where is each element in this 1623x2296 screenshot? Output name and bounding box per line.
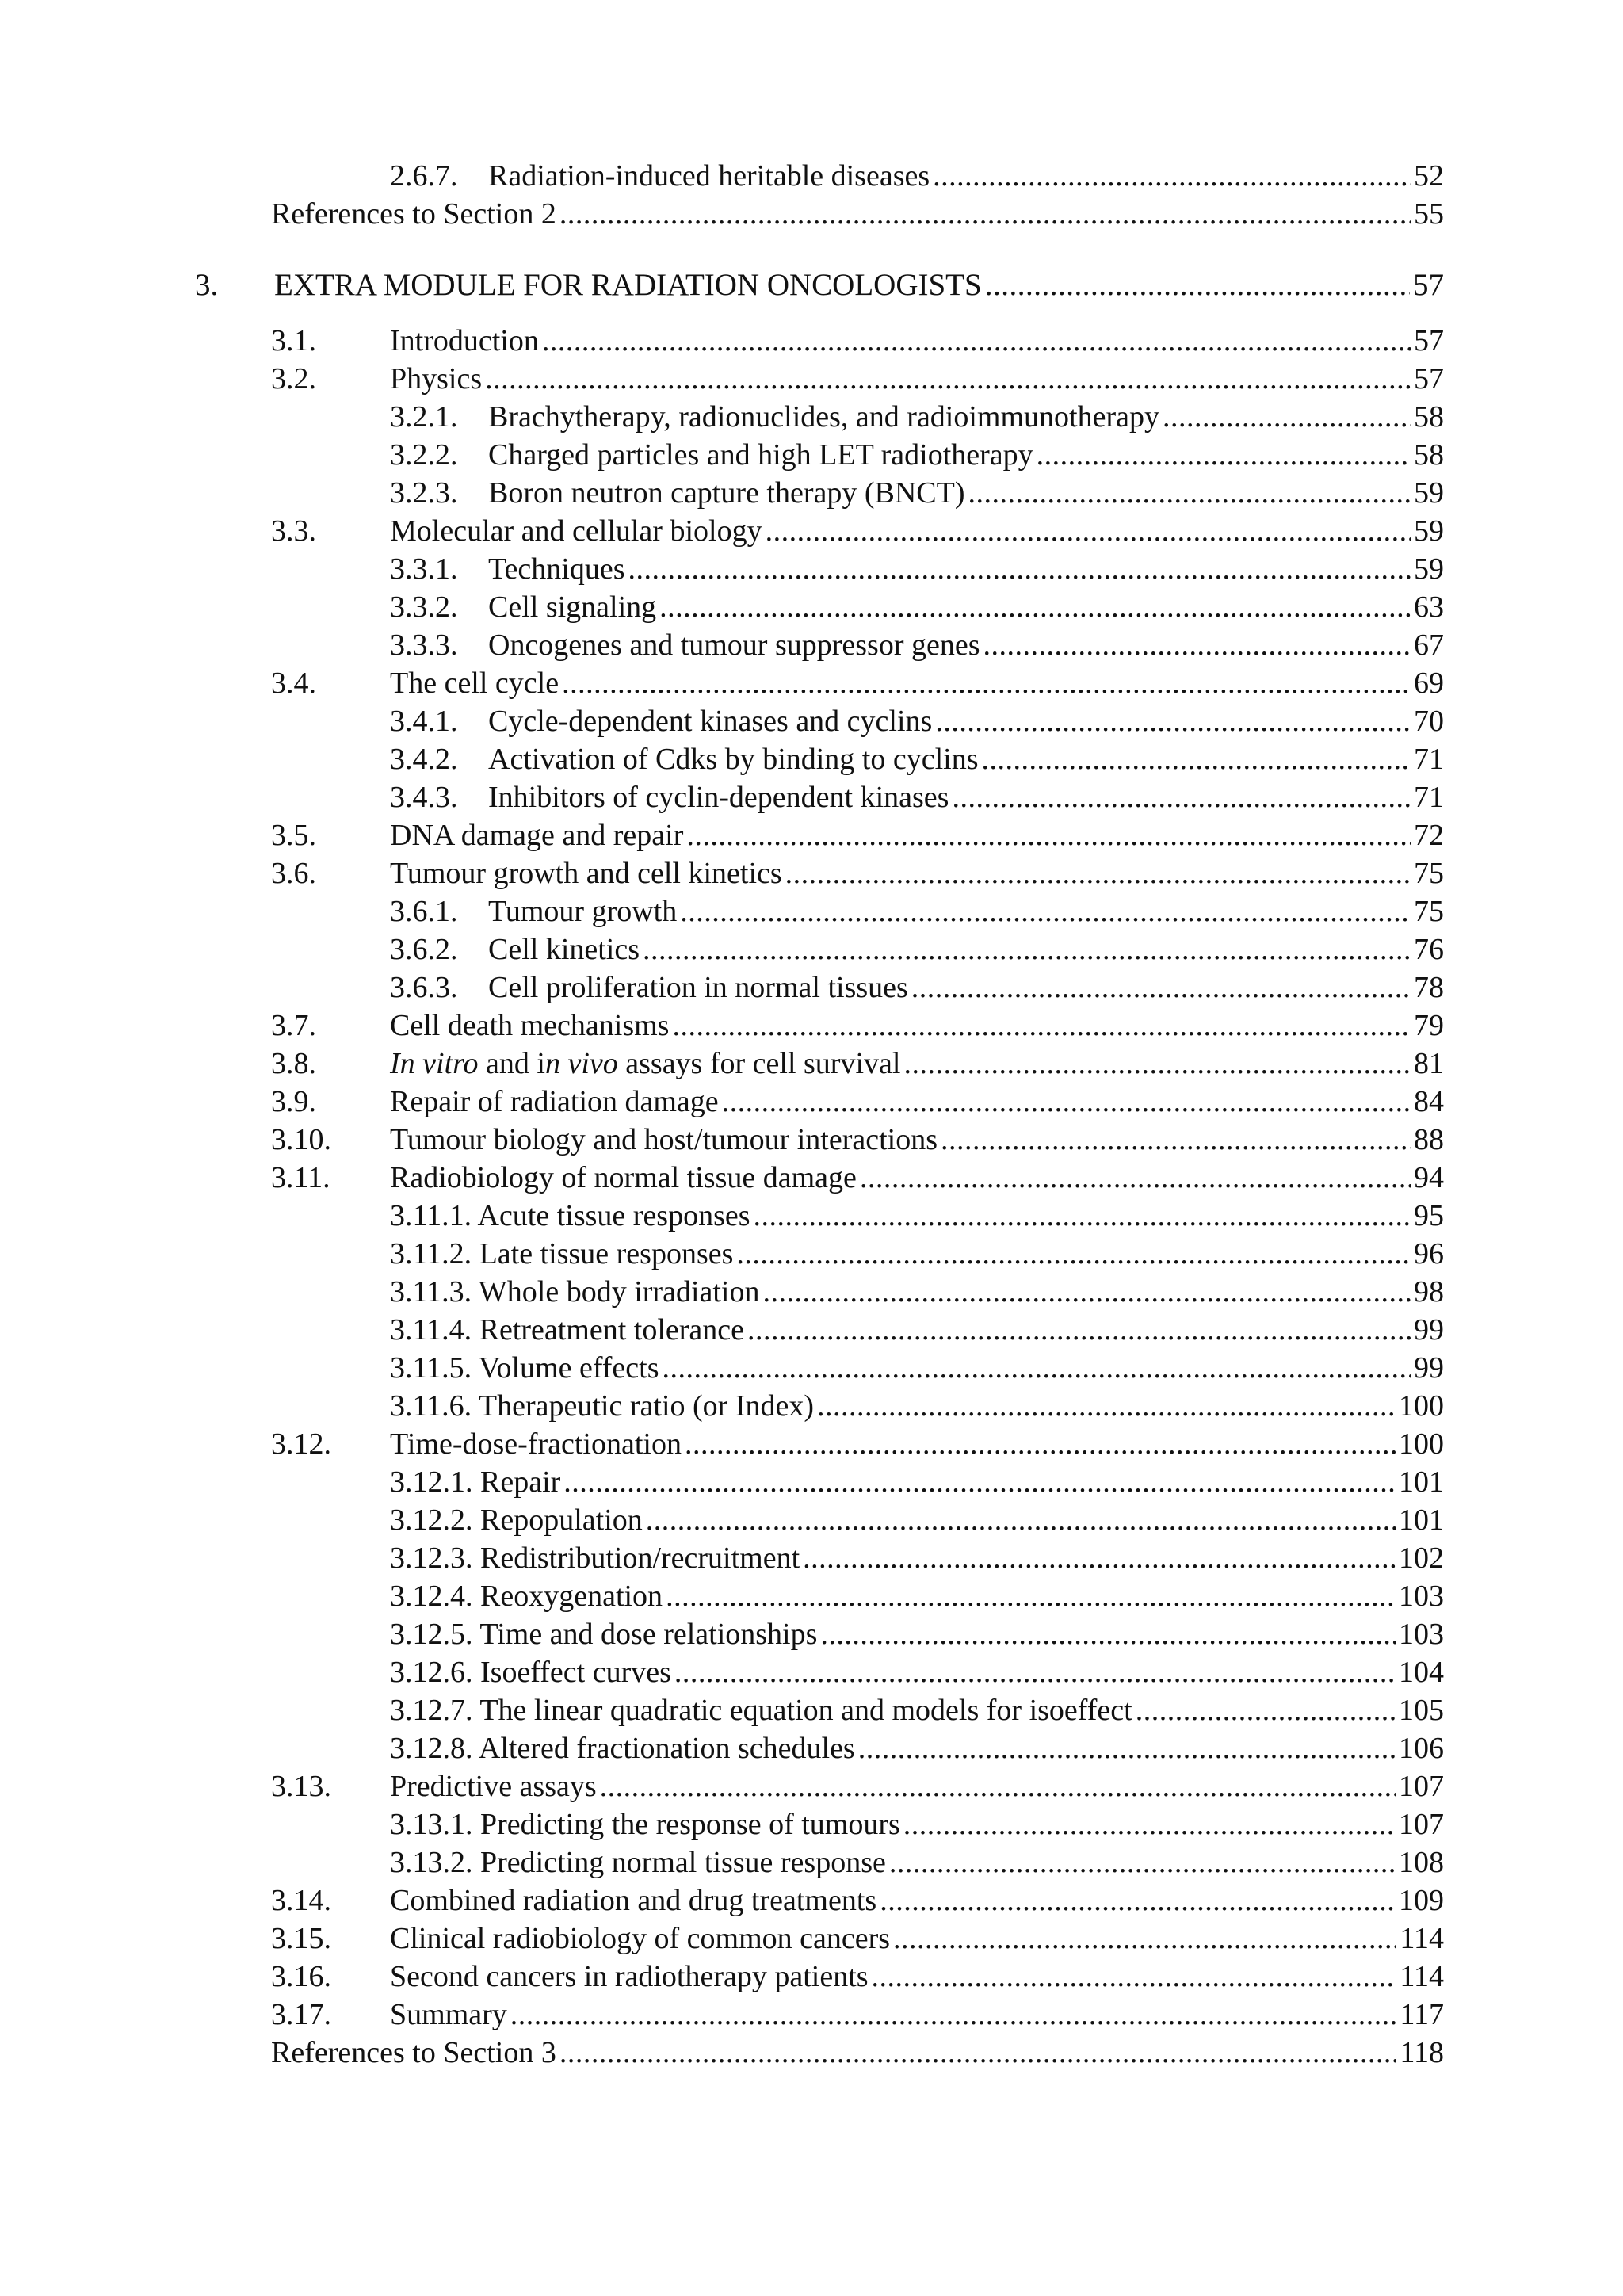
toc-entry-number: 3.11.2. (390, 1237, 472, 1270)
dot-leader (747, 1311, 1411, 1349)
dot-leader (893, 1920, 1396, 1958)
toc-entry[interactable] (390, 1463, 1444, 1501)
toc-entry-number: 2.6.7. (390, 159, 458, 193)
toc-entry[interactable] (390, 398, 1444, 436)
toc-entry-page-number: 105 (1396, 1691, 1444, 1729)
toc-entry-title: 3.11.4. Retreatment tolerance (390, 1311, 747, 1349)
dot-leader (674, 1653, 1396, 1691)
dot-leader (985, 266, 1410, 304)
dot-leader (628, 550, 1411, 588)
toc-entry[interactable] (390, 1387, 1444, 1425)
toc-entry-page-number: 57 (1411, 360, 1444, 398)
dot-leader (685, 1425, 1396, 1463)
toc-entry[interactable] (271, 1767, 1444, 1805)
toc-entry-number: 3.2.3. (390, 476, 458, 510)
toc-entry[interactable] (390, 702, 1444, 740)
toc-entry[interactable] (390, 1349, 1444, 1387)
toc-entry-title: Summary (390, 1996, 510, 2034)
toc-entry-title: 3.11.5. Volume effects (390, 1349, 663, 1387)
toc-entry-page-number: 67 (1411, 626, 1444, 664)
toc-entry-title: Techniques (488, 550, 628, 588)
toc-entry-page-number: 106 (1396, 1729, 1444, 1767)
toc-entry-title: 3.12.2. Repopulation (390, 1501, 646, 1539)
toc-entry-title: Time-dose-fractionation (390, 1425, 685, 1463)
toc-entry-number: 3.4.3. (390, 781, 458, 814)
toc-entry-page-number: 118 (1396, 2034, 1444, 2072)
dot-leader (880, 1881, 1396, 1920)
toc-entry-page-number: 59 (1411, 550, 1444, 588)
toc-entry-number: 3.12. (271, 1427, 331, 1461)
toc-entry-page-number: 96 (1411, 1235, 1444, 1273)
toc-entry-title: Charged particles and high LET radiotherapy (488, 436, 1037, 474)
toc-entry-page-number: 95 (1411, 1197, 1444, 1235)
toc-entry[interactable] (271, 1121, 1444, 1159)
toc-entry[interactable] (390, 1843, 1444, 1881)
toc-entry[interactable] (271, 2034, 1444, 2072)
dot-leader (722, 1083, 1411, 1121)
toc-entry[interactable] (390, 1197, 1444, 1235)
toc-entry-title: 3.13.1. Predicting the response of tumours (390, 1805, 903, 1843)
dot-leader (983, 626, 1411, 664)
toc-entry-page-number: 98 (1411, 1273, 1444, 1311)
dot-leader (762, 1273, 1411, 1311)
toc-entry-number: 3.3.1. (390, 552, 458, 586)
toc-entry[interactable] (271, 816, 1444, 854)
toc-entry-title: Introduction (390, 322, 542, 360)
toc-entry-number: 3.5. (271, 819, 316, 852)
dot-leader (563, 1463, 1396, 1501)
toc-entry-title: 3.12.3. Redistribution/recruitment (390, 1539, 803, 1577)
dot-leader (982, 740, 1411, 778)
dot-leader (659, 588, 1411, 626)
dot-leader (903, 1045, 1411, 1083)
toc-entry[interactable] (271, 1007, 1444, 1045)
toc-entry-number: 3.11. (271, 1161, 330, 1194)
dot-leader (562, 664, 1411, 702)
toc-entry-title: Cell death mechanisms (390, 1007, 672, 1045)
toc-entry-page-number: 109 (1396, 1881, 1444, 1920)
toc-entry-page-number: 76 (1411, 930, 1444, 968)
toc-entry[interactable] (271, 1958, 1444, 1996)
toc-entry-number: 3.13.1. (390, 1808, 473, 1841)
toc-entry-page-number: 75 (1411, 854, 1444, 892)
dot-leader (933, 157, 1411, 195)
toc-entry-page-number: 79 (1411, 1007, 1444, 1045)
toc-entry-page-number: 101 (1396, 1501, 1444, 1539)
toc-entry-number: 3.14. (271, 1884, 331, 1917)
toc-entry[interactable] (390, 968, 1444, 1007)
toc-entry-number: 3. (195, 268, 219, 302)
toc-entry[interactable] (271, 195, 1444, 233)
toc-entry-title: References to Section 3 (271, 2034, 559, 2072)
dot-leader (968, 474, 1411, 512)
toc-entry-number: 3.3.2. (390, 590, 458, 624)
toc-entry-title: Boron neutron capture therapy (BNCT) (488, 474, 968, 512)
toc-entry[interactable] (195, 266, 1444, 304)
dot-leader (820, 1615, 1396, 1653)
toc-entry[interactable] (390, 550, 1444, 588)
toc-entry-page-number: 71 (1411, 778, 1444, 816)
toc-entry-number: 3.12.3. (390, 1541, 473, 1575)
toc-entry-number: 3.13.2. (390, 1846, 473, 1879)
toc-entry-page-number: 72 (1411, 816, 1444, 854)
toc-entry-number: 3.11.1. (390, 1199, 472, 1232)
dot-leader (935, 702, 1411, 740)
dot-leader (889, 1843, 1396, 1881)
toc-entry-number: 3.12.1. (390, 1465, 473, 1499)
toc-entry-title: 3.11.6. Therapeutic ratio (or Index) (390, 1387, 817, 1425)
toc-entry-number: 3.9. (271, 1085, 316, 1118)
toc-entry[interactable] (271, 1425, 1444, 1463)
toc-entry-page-number: 58 (1411, 398, 1444, 436)
toc-entry-page-number: 75 (1411, 892, 1444, 930)
toc-entry-page-number: 84 (1411, 1083, 1444, 1121)
toc-entry-title: Tumour biology and host/tumour interactions (390, 1121, 941, 1159)
toc-entry[interactable] (390, 1273, 1444, 1311)
toc-entry-title: Activation of Cdks by binding to cyclins (488, 740, 982, 778)
toc-entry-number: 3.16. (271, 1960, 331, 1993)
toc-entry[interactable] (390, 626, 1444, 664)
dot-leader (941, 1121, 1411, 1159)
toc-entry-number: 3.4. (271, 667, 316, 700)
toc-entry-title: Cell signaling (488, 588, 659, 626)
toc-entry-number: 3.10. (271, 1123, 331, 1156)
toc-entry[interactable] (390, 1235, 1444, 1273)
toc-entry-number: 3.2.2. (390, 438, 458, 472)
dot-leader (559, 195, 1411, 233)
toc-entry-title: 3.13.2. Predicting normal tissue response (390, 1843, 889, 1881)
dot-leader (1037, 436, 1411, 474)
toc-entry-page-number: 94 (1411, 1159, 1444, 1197)
toc-entry-title: EXTRA MODULE FOR RADIATION ONCOLOGISTS (274, 266, 985, 304)
toc-entry-title: Radiobiology of normal tissue damage (390, 1159, 860, 1197)
toc-entry-number: 3.1. (271, 324, 316, 357)
toc-entry-title: Molecular and cellular biology (390, 512, 766, 550)
toc-entry[interactable] (390, 474, 1444, 512)
toc-entry[interactable] (390, 1577, 1444, 1615)
toc-entry-title: Repair of radiation damage (390, 1083, 722, 1121)
toc-entry-page-number: 81 (1411, 1045, 1444, 1083)
toc-entry-title: 3.11.3. Whole body irradiation (390, 1273, 762, 1311)
toc-entry-page-number: 117 (1396, 1996, 1444, 2034)
toc-entry-title: Radiation-induced heritable diseases (488, 157, 933, 195)
toc-entry-number: 3.15. (271, 1922, 331, 1955)
toc-entry-title: Physics (390, 360, 485, 398)
toc-entry-title: DNA damage and repair (390, 816, 686, 854)
toc-entry-page-number: 55 (1411, 195, 1444, 233)
dot-leader (559, 2034, 1397, 2072)
dot-leader (663, 1349, 1411, 1387)
toc-entry-number: 3.12.6. (390, 1656, 473, 1689)
toc-entry-page-number: 103 (1396, 1577, 1444, 1615)
dot-leader (952, 778, 1411, 816)
toc-entry[interactable] (271, 854, 1444, 892)
toc-entry-title: 3.12.6. Isoeffect curves (390, 1653, 674, 1691)
toc-entry[interactable] (390, 588, 1444, 626)
toc-entry-number: 3.17. (271, 1998, 331, 2031)
toc-entry-number: 3.11.3. (390, 1275, 472, 1308)
toc-entry-number: 3.3. (271, 514, 316, 548)
toc-entry-number: 3.12.8. (390, 1732, 473, 1765)
toc-entry[interactable] (390, 1311, 1444, 1349)
toc-entry-number: 3.11.4. (390, 1313, 472, 1347)
toc-entry-title: 3.12.4. Reoxygenation (390, 1577, 666, 1615)
toc-entry-number: 3.3.3. (390, 628, 458, 662)
toc-entry-page-number: 114 (1396, 1920, 1444, 1958)
toc-entry-title: Predictive assays (390, 1767, 600, 1805)
dot-leader (666, 1577, 1396, 1615)
toc-entry-page-number: 59 (1411, 474, 1444, 512)
toc-entry[interactable] (390, 1539, 1444, 1577)
toc-entry-page-number: 107 (1396, 1767, 1444, 1805)
toc-entry[interactable] (390, 1805, 1444, 1843)
toc-entry[interactable] (271, 512, 1444, 550)
toc-entry-page-number: 102 (1396, 1539, 1444, 1577)
toc-entry-page-number: 99 (1411, 1311, 1444, 1349)
toc-entry-page-number: 69 (1411, 664, 1444, 702)
toc-entry-title: Tumour growth (488, 892, 680, 930)
toc-entry-title: The cell cycle (390, 664, 562, 702)
toc-entry-number: 3.6.3. (390, 971, 458, 1004)
dot-leader (485, 360, 1411, 398)
toc-entry-title: Tumour growth and cell kinetics (390, 854, 785, 892)
toc-entry-number: 3.12.2. (390, 1503, 473, 1537)
dot-leader (646, 1501, 1396, 1539)
toc-entry-page-number: 108 (1396, 1843, 1444, 1881)
toc-entry[interactable] (271, 1920, 1444, 1958)
toc-entry[interactable] (271, 1881, 1444, 1920)
toc-entry-title: Cycle-dependent kinases and cyclins (488, 702, 935, 740)
toc-entry[interactable] (271, 1159, 1444, 1197)
toc-entry[interactable] (390, 778, 1444, 816)
toc-entry-page-number: 100 (1396, 1425, 1444, 1463)
toc-entry-title: References to Section 2 (271, 195, 559, 233)
toc-entry-page-number: 71 (1411, 740, 1444, 778)
toc-entry[interactable] (390, 1691, 1444, 1729)
toc-entry[interactable] (271, 1996, 1444, 2034)
dot-leader (858, 1729, 1396, 1767)
toc-entry-page-number: 104 (1396, 1653, 1444, 1691)
toc-entry[interactable] (390, 157, 1444, 195)
toc-entry-title: Oncogenes and tumour suppressor genes (488, 626, 983, 664)
toc-entry-page-number: 99 (1411, 1349, 1444, 1387)
dot-leader (766, 512, 1411, 550)
toc-entry-title: 3.11.1. Acute tissue responses (390, 1197, 754, 1235)
toc-entry-title: Brachytherapy, radionuclides, and radioimmunotherapy (488, 398, 1163, 436)
toc-entry-title: In vitro and in vivo assays for cell survival (390, 1045, 903, 1083)
toc-entry-title: Cell proliferation in normal tissues (488, 968, 911, 1007)
toc-entry[interactable] (390, 930, 1444, 968)
toc-entry-number: 3.4.1. (390, 705, 458, 738)
toc-entry-page-number: 100 (1396, 1387, 1444, 1425)
toc-entry-title: 3.12.5. Time and dose relationships (390, 1615, 820, 1653)
dot-leader (680, 892, 1411, 930)
toc-entry[interactable] (390, 436, 1444, 474)
toc-entry[interactable] (390, 1501, 1444, 1539)
toc-entry[interactable] (271, 664, 1444, 702)
dot-leader (510, 1996, 1397, 2034)
dot-leader (542, 322, 1411, 360)
dot-leader (817, 1387, 1396, 1425)
toc-entry-page-number: 57 (1411, 322, 1444, 360)
toc-entry[interactable] (390, 1729, 1444, 1767)
toc-entry-title: Inhibitors of cyclin-dependent kinases (488, 778, 952, 816)
toc-entry-page-number: 107 (1396, 1805, 1444, 1843)
toc-entry-page-number: 59 (1411, 512, 1444, 550)
dot-leader (1136, 1691, 1396, 1729)
toc-entry-number: 3.2. (271, 362, 316, 395)
toc-entry-title: 3.11.2. Late tissue responses (390, 1235, 736, 1273)
dot-leader (754, 1197, 1411, 1235)
toc-entry[interactable] (390, 1653, 1444, 1691)
toc-entry-title: Combined radiation and drug treatments (390, 1881, 880, 1920)
dot-leader (1163, 398, 1411, 436)
toc-entry-number: 3.2.1. (390, 400, 458, 434)
toc-entry[interactable] (271, 1083, 1444, 1121)
toc-entry-number: 3.11.6. (390, 1389, 472, 1423)
toc-entry-page-number: 103 (1396, 1615, 1444, 1653)
toc-entry-number: 3.6.1. (390, 895, 458, 928)
toc-entry-title: Clinical radiobiology of common cancers (390, 1920, 893, 1958)
toc-entry-number: 3.6.2. (390, 933, 458, 966)
toc-entry-number: 3.4.2. (390, 743, 458, 776)
dot-leader (600, 1767, 1396, 1805)
toc-entry-title: Cell kinetics (488, 930, 643, 968)
toc-entry[interactable] (390, 892, 1444, 930)
dot-leader (803, 1539, 1396, 1577)
toc-entry-number: 3.11.5. (390, 1351, 472, 1385)
toc-entry-title: 3.12.1. Repair (390, 1463, 563, 1501)
toc-entry-number: 3.8. (271, 1047, 316, 1080)
toc-entry-number: 3.7. (271, 1009, 316, 1042)
toc-entry[interactable] (390, 740, 1444, 778)
toc-entry-page-number: 114 (1396, 1958, 1444, 1996)
toc-entry-number: 3.12.5. (390, 1618, 473, 1651)
toc-entry-title: 3.12.8. Altered fractionation schedules (390, 1729, 858, 1767)
toc-entry-number: 3.13. (271, 1770, 331, 1803)
toc-entry[interactable] (271, 1045, 1444, 1083)
toc-entry-page-number: 101 (1396, 1463, 1444, 1501)
toc-entry-page-number: 57 (1410, 266, 1444, 304)
toc-entry-number: 3.6. (271, 857, 316, 890)
toc-entry[interactable] (271, 360, 1444, 398)
toc-entry-title: Second cancers in radiotherapy patients (390, 1958, 872, 1996)
dot-leader (911, 968, 1411, 1007)
toc-entry-page-number: 78 (1411, 968, 1444, 1007)
toc-entry-number: 3.12.7. (390, 1694, 473, 1727)
toc-entry-page-number: 52 (1411, 157, 1444, 195)
dot-leader (736, 1235, 1411, 1273)
toc-entry-number: 3.12.4. (390, 1580, 473, 1613)
dot-leader (872, 1958, 1397, 1996)
toc-entry[interactable] (271, 322, 1444, 360)
dot-leader (672, 1007, 1411, 1045)
dot-leader (785, 854, 1411, 892)
toc-entry-page-number: 70 (1411, 702, 1444, 740)
toc-entry-title: 3.12.7. The linear quadratic equation and models for isoeffect (390, 1691, 1136, 1729)
dot-leader (903, 1805, 1396, 1843)
toc-entry-page-number: 63 (1411, 588, 1444, 626)
toc-entry-page-number: 58 (1411, 436, 1444, 474)
dot-leader (643, 930, 1411, 968)
dot-leader (860, 1159, 1411, 1197)
toc-entry-page-number: 88 (1411, 1121, 1444, 1159)
dot-leader (686, 816, 1411, 854)
toc-entry[interactable] (390, 1615, 1444, 1653)
